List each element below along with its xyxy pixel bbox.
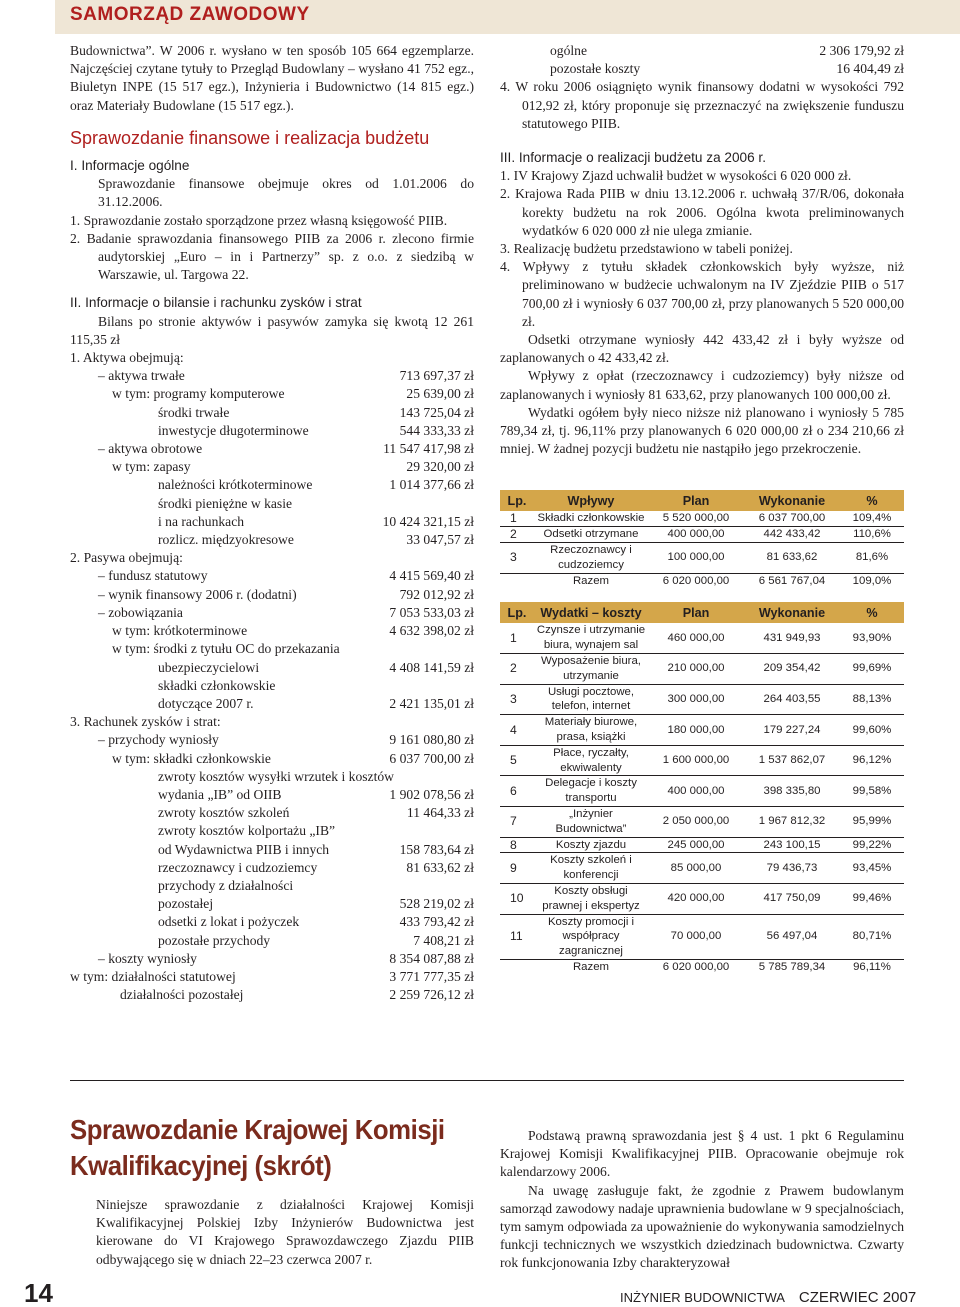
table-cell: 81 633,62 [744, 543, 840, 574]
commission-title-line-2: Kwalifikacyjnej (skrót) [70, 1150, 332, 1181]
financial-line [70, 677, 474, 695]
line-label: – aktywa obrotowe [98, 441, 203, 457]
income-table [500, 490, 904, 588]
table-row [500, 527, 904, 543]
table-header-cell: Lp. [500, 602, 534, 623]
line-amount [374, 640, 474, 658]
table-header-cell: Wydatki – koszty [534, 602, 648, 623]
table-header-cell: % [840, 602, 904, 623]
table-total-cell: 109,0% [852, 574, 892, 587]
table-row [500, 807, 904, 838]
line-label: i na rachunkach [158, 513, 245, 529]
financial-line [70, 458, 474, 476]
table-cell: 96,12% [840, 745, 904, 776]
line-label: – zobowiązania [98, 604, 183, 620]
table-cell: 99,60% [840, 715, 904, 746]
table-cell: 3 [500, 684, 534, 715]
financial-line [70, 822, 474, 840]
commission-legal-basis: Podstawą prawną sprawozdania jest § 4 ust. 1 pkt 6 Regulaminu Krajowej Komisji Kwalifikacyjnej PIIB. Opracowanie obejmuje rok kalendarzowy 2006. [500, 1128, 904, 1180]
table-cell: 81,6% [840, 543, 904, 574]
table-cell: 100 000,00 [648, 543, 744, 574]
table-row [500, 837, 904, 853]
page-number: 14 [24, 1278, 53, 1307]
line-amount: 713 697,37 zł [399, 368, 474, 384]
line-label: odsetki z lokat i pożyczek [158, 914, 300, 930]
commission-intro: Niniejsze sprawozdanie z działalności Krajowej Komisji Kwalifikacyjnej Polskiej Izby Inżynierów Budownictwa jest kierowane do VI Krajowego Sprawozdawczego Zjazdu PIIB odbywającego się w dniach 22–23 czerwca 2007 r. [96, 1197, 474, 1267]
table-cell: Koszty obsługi prawnej i ekspertyz [534, 884, 648, 915]
table-cell: 300 000,00 [648, 684, 744, 715]
budget-heading: III. Informacje o realizacji budżetu za 2006 r. [500, 150, 766, 166]
fees-paragraph: Wpływy z opłat (rzeczoznawcy i cudzoziemcy) były niższe od zaplanowanych i wyniosły 81 633,62, przy planowanych 100 000,00 zł. [500, 368, 904, 402]
liabilities-list [70, 567, 474, 713]
table-cell: 93,90% [840, 623, 904, 653]
table-cell: „Inżynier Budownictwa” [534, 807, 648, 838]
line-label: ogólne [550, 43, 587, 58]
table-cell: 1 537 862,07 [744, 745, 840, 776]
table-header-cell: Plan [648, 490, 744, 511]
table-cell: 7 [500, 807, 534, 838]
table-row [500, 684, 904, 715]
line-amount: 81 633,62 zł [406, 859, 474, 875]
income-statement-list [70, 731, 474, 1004]
assets-list [70, 367, 474, 549]
line-label: – aktywa trwałe [98, 368, 185, 384]
line-amount: 25 639,00 zł [406, 386, 474, 402]
table-cell: 99,22% [840, 837, 904, 853]
table-cell: 2 050 000,00 [648, 807, 744, 838]
section-title: SAMORZĄD ZAWODOWY [70, 4, 310, 25]
table-cell: 79 436,73 [744, 853, 840, 884]
interest-paragraph: Odsetki otrzymane wyniosły 442 433,42 zł i były wyższe od zaplanowanych o 42 433,42 zł. [500, 332, 904, 366]
table-cell: 4 [500, 715, 534, 746]
table-cell: Czynsze i utrzymanie biura, wynajem sal [534, 623, 648, 653]
line-amount: 8 354 087,88 zł [389, 950, 474, 966]
line-amount: 2 259 726,12 zł [389, 987, 474, 1003]
expenses-paragraph: Wydatki ogółem były nieco niższe niż planowano i wyniosły 5 785 789,34 zł, tj. 96,11% przy planowanych 6 020 000,00 zł o 234 210,66 zł mniej. W żadnej pozycji budżetu nie nastąpiło jego przekroczenie. [500, 404, 904, 457]
table-header-cell: Lp. [500, 490, 534, 511]
left-column [70, 42, 474, 1004]
table-cell: 9 [500, 853, 534, 884]
financial-line [70, 786, 474, 804]
financial-line [70, 695, 474, 713]
balance-text: Bilans po stronie aktywów i pasywów zamyka się kwotą 12 261 115,35 zł [70, 313, 474, 347]
financial-line [70, 422, 474, 440]
commission-right-text [500, 1127, 904, 1273]
financial-line [70, 495, 474, 513]
financial-line [70, 804, 474, 822]
line-amount [394, 768, 494, 786]
table-cell: 3 [500, 543, 534, 574]
table-cell: 400 000,00 [648, 527, 744, 543]
table-cell: Koszty promocji i współpracy zagranicznej [534, 914, 648, 959]
line-amount: 11 547 417,98 zł [383, 441, 474, 457]
table-cell: 5 520 000,00 [648, 511, 744, 526]
table-cell: 264 403,55 [744, 684, 840, 715]
line-amount: 2 306 179,92 zł [819, 43, 904, 58]
table-cell: 431 949,93 [744, 623, 840, 653]
line-label: w tym: działalności statutowej [70, 968, 236, 984]
line-label: w tym: składki członkowskie [112, 750, 271, 766]
costs-continued-list [500, 42, 904, 78]
table-header-row [500, 490, 904, 511]
line-label: ubezpieczycielowi [158, 659, 260, 675]
budget-item: 1. IV Krajowy Zjazd uchwalił budżet w wysokości 6 020 000 zł. [500, 168, 852, 184]
table-cell: 110,6% [840, 527, 904, 543]
line-label: w tym: zapasy [112, 459, 191, 475]
line-label: pozostałe koszty [550, 61, 641, 77]
table-row [500, 511, 904, 526]
table-cell: 95,99% [840, 807, 904, 838]
financial-line [70, 750, 474, 768]
line-label: od Wydawnictwa PIIB i innych [158, 841, 330, 857]
right-column [500, 42, 904, 975]
table-cell: 1 967 812,32 [744, 807, 840, 838]
commission-title-line-1: Sprawozdanie Krajowej Komisji [70, 1114, 445, 1145]
budget-item: 2. Krajowa Rada PIIB w dniu 13.12.2006 r. uchwałą 37/R/06, dokonała korekty budżetu na rok 2006. Ogólna kwota preliminowanych wydatków 6 020 000 zł nie ulega zmianie. [500, 186, 904, 238]
budget-item: 3. Realizację budżetu przedstawiono w tabeli poniżej. [500, 241, 793, 257]
header-accent [0, 0, 55, 34]
table-cell: 6 037 700,00 [744, 511, 840, 526]
line-amount: 4 415 569,40 zł [389, 568, 474, 584]
financial-line [70, 950, 474, 968]
budget-item: 4. Wpływy z tytułu składek członkowskich były wyższe, niż preliminowano w budżecie uchwalonym na IV Zjeździe PIIB o 517 700,00 zł i wyniosły 6 037 700,00 zł, przy planowanych 5 520 000,00 zł. [500, 259, 904, 329]
table-cell: 5 [500, 745, 534, 776]
line-label: inwestycje długoterminowe [158, 422, 309, 438]
line-label: rozlicz. międzyokresowe [158, 532, 294, 548]
financial-line [500, 42, 904, 60]
table-cell: 210 000,00 [648, 654, 744, 685]
table-total-cell: 96,11% [853, 960, 891, 973]
table-row [500, 715, 904, 746]
line-amount: 143 725,04 zł [399, 404, 474, 420]
line-label: działalności pozostałej [120, 987, 244, 1003]
commission-report-title [70, 1112, 445, 1184]
table-cell [500, 959, 534, 974]
general-info-text: Sprawozdanie finansowe obejmuje okres od 1.01.2006 do 31.12.2006. [98, 176, 474, 210]
table-row [500, 914, 904, 959]
table-cell: 1 [500, 511, 534, 526]
financial-line [70, 440, 474, 458]
table-cell: 417 750,09 [744, 884, 840, 915]
table-header-cell: Wpływy [534, 490, 648, 511]
line-label: zwroty kosztów szkoleń [158, 805, 290, 821]
table-row [500, 776, 904, 807]
table-cell: 8 [500, 837, 534, 853]
table-cell: 243 100,15 [744, 837, 840, 853]
table-cell: 10 [500, 884, 534, 915]
table-cell: 6 [500, 776, 534, 807]
table-total-row [500, 959, 904, 974]
line-amount: 33 047,57 zł [406, 532, 474, 548]
table-total-cell: Razem [572, 574, 610, 587]
table-cell: 400 000,00 [648, 776, 744, 807]
line-amount: 433 793,42 zł [399, 914, 474, 930]
financial-line [70, 567, 474, 585]
table-cell: Usługi pocztowe, telefon, internet [534, 684, 648, 715]
line-label: dotyczące 2007 r. [158, 695, 254, 711]
intro-paragraph: Budownictwa”. W 2006 r. wysłano w ten sposób 105 664 egzemplarze. Najczęściej czytane tytuły to Przegląd Budowlany – wysłano 41 752 egz., Biuletyn INPE (15 517 egz.), Inżynieria i Budownictwo (14 815 egz.) oraz Materiały Budowlane (15 517 egz.). [70, 43, 474, 113]
magazine-name: INŻYNIER BUDOWNICTWA [620, 1290, 785, 1305]
general-info-item-2: 2. Badanie sprawozdania finansowego PIIB za 2006 r. zlecono firmie audytorskiej „Euro – in i Partnerzy” sp. z o.o. z siedzibą w Warszawie, ul. Targowa 22. [70, 230, 474, 283]
table-cell: 1 600 000,00 [648, 745, 744, 776]
table-header-cell: % [840, 490, 904, 511]
line-amount: 544 333,33 zł [399, 422, 474, 438]
table-cell: 460 000,00 [648, 623, 744, 653]
table-cell: 80,71% [840, 914, 904, 959]
table-total-cell: 5 785 789,34 [758, 960, 826, 973]
financial-line [70, 932, 474, 950]
table-row [500, 884, 904, 915]
table-row [500, 623, 904, 653]
line-amount: 7 408,21 zł [413, 932, 474, 948]
line-label: wydania „IB” od OIIB [158, 786, 282, 802]
financial-line [70, 640, 474, 658]
budget-items [500, 167, 904, 331]
table-header-row [500, 602, 904, 623]
table-cell: 179 227,24 [744, 715, 840, 746]
table-total-cell: 6 020 000,00 [662, 960, 730, 973]
table-cell: Płace, ryczałty, ekwiwalenty [534, 745, 648, 776]
table-cell: 56 497,04 [744, 914, 840, 959]
table-total-row [500, 573, 904, 588]
table-cell: Odsetki otrzymane [534, 527, 648, 543]
table-cell: Delegacje i koszty transportu [534, 776, 648, 807]
line-label: pozostałej [158, 896, 214, 912]
financial-line [70, 913, 474, 931]
financial-line [70, 841, 474, 859]
financial-line [70, 404, 474, 422]
table-header-cell: Wykonanie [744, 602, 840, 623]
financial-line [70, 476, 474, 494]
table-total-cell: Razem [572, 960, 610, 973]
financial-line [70, 968, 474, 986]
line-label: środki trwałe [158, 404, 230, 420]
line-amount: 158 783,64 zł [399, 841, 474, 857]
line-amount [374, 877, 474, 895]
line-label: rzeczoznawcy i cudzoziemcy [158, 859, 318, 875]
result-paragraph: 4. W roku 2006 osiągnięto wynik finansowy dodatni w wysokości 792 012,92 zł, który proponuje się przeznaczyć na zwiększenie funduszu statutowego PIIB. [500, 79, 904, 131]
line-amount: 7 053 533,03 zł [389, 604, 474, 620]
table-cell: 1 [500, 623, 534, 653]
line-amount: 2 421 135,01 zł [389, 695, 474, 711]
line-amount: 4 632 398,02 zł [389, 623, 474, 639]
table-row [500, 654, 904, 685]
table-cell: 85 000,00 [648, 853, 744, 884]
general-info-heading: I. Informacje ogólne [70, 158, 190, 174]
section-divider [70, 1080, 904, 1081]
line-label: zwroty kosztów wysyłki wrzutek i kosztów [158, 768, 394, 784]
line-amount: 9 161 080,80 zł [389, 732, 474, 748]
line-amount: 10 424 321,15 zł [382, 513, 474, 529]
line-label: pozostałe przychody [158, 932, 271, 948]
table-cell: 88,13% [840, 684, 904, 715]
table-header-cell: Wykonanie [744, 490, 840, 511]
line-label: – fundusz statutowy [98, 568, 208, 584]
financial-line [70, 768, 474, 786]
table-cell: 11 [500, 914, 534, 959]
line-amount: 29 320,00 zł [406, 459, 474, 475]
line-label: w tym: krótkoterminowe [112, 623, 248, 639]
line-label: w tym: środki z tytułu OC do przekazania [112, 641, 340, 657]
line-label: środki pieniężne w kasie [158, 495, 293, 511]
table-cell: 180 000,00 [648, 715, 744, 746]
assets-heading: 1. Aktywa obejmują: [70, 350, 184, 366]
line-amount: 792 012,92 zł [399, 586, 474, 602]
line-amount [374, 677, 474, 695]
income-statement-heading: 3. Rachunek zysków i strat: [70, 714, 221, 730]
financial-line [70, 859, 474, 877]
financial-line [70, 877, 474, 895]
magazine-footer [620, 1290, 916, 1306]
table-cell [500, 573, 534, 588]
table-cell: 99,69% [840, 654, 904, 685]
line-label: w tym: programy komputerowe [112, 386, 285, 402]
table-cell: 442 433,42 [744, 527, 840, 543]
table-cell: 99,46% [840, 884, 904, 915]
issue-date: CZERWIEC 2007 [798, 1289, 917, 1306]
table-cell: 93,45% [840, 853, 904, 884]
line-label: składki członkowskie [158, 677, 276, 693]
table-cell: Koszty zjazdu [534, 837, 648, 853]
table-cell: 109,4% [840, 511, 904, 526]
commission-note: Na uwagę zasługuje fakt, że zgodnie z Prawem budowlanym samorząd zawodowy nadaje uprawnienia budowlane w 9 specjalnościach, tym samym odpowiada za upoważnienie do wykonywania samodzielnych funkcji technicznych we wszystkich dziedzinach budownictwa. Czwarty rok funkcjonowania Izby charakteryzował [500, 1182, 904, 1271]
line-label: przychody z działalności [158, 877, 294, 893]
table-cell: 99,58% [840, 776, 904, 807]
financial-line [70, 513, 474, 531]
line-amount: 6 037 700,00 zł [389, 750, 474, 766]
table-row [500, 543, 904, 574]
table-header-cell: Plan [648, 602, 744, 623]
line-amount [374, 495, 474, 513]
line-amount: 1 902 078,56 zł [389, 786, 474, 802]
financial-line [70, 895, 474, 913]
table-cell: 420 000,00 [648, 884, 744, 915]
table-row [500, 853, 904, 884]
table-cell: Rzeczoznawcy i cudzoziemcy [534, 543, 648, 574]
table-row [500, 745, 904, 776]
financial-report-heading: Sprawozdanie finansowe i realizacja budżetu [70, 127, 430, 148]
table-cell: 245 000,00 [648, 837, 744, 853]
line-amount: 3 771 777,35 zł [389, 968, 474, 984]
line-amount: 16 404,49 zł [836, 61, 904, 77]
financial-line [500, 60, 904, 78]
table-cell: 2 [500, 527, 534, 543]
financial-line [70, 986, 474, 1004]
financial-line [70, 659, 474, 677]
line-label: – wynik finansowy 2006 r. (dodatni) [98, 586, 297, 602]
general-info-item-1: 1. Sprawozdanie zostało sporządzone przez własną księgowość PIIB. [70, 212, 448, 228]
line-amount: 528 219,02 zł [399, 896, 474, 912]
line-label: – przychody wyniosły [98, 732, 219, 748]
balance-heading: II. Informacje o bilansie i rachunku zysków i strat [70, 295, 362, 311]
line-label: – koszty wyniosły [98, 950, 197, 966]
line-amount [374, 822, 474, 840]
financial-line [70, 531, 474, 549]
table-cell: Wyposażenie biura, utrzymanie [534, 654, 648, 685]
financial-line [70, 586, 474, 604]
table-cell: Materiały biurowe, prasa, książki [534, 715, 648, 746]
expenses-table [500, 602, 904, 974]
table-cell: Składki członkowskie [534, 511, 648, 526]
financial-line [70, 604, 474, 622]
table-cell: 209 354,42 [744, 654, 840, 685]
financial-line [70, 731, 474, 749]
liabilities-heading: 2. Pasywa obejmują: [70, 550, 183, 566]
line-label: należności krótkoterminowe [158, 477, 313, 493]
table-cell: 70 000,00 [648, 914, 744, 959]
financial-line [70, 367, 474, 385]
table-cell: 398 335,80 [744, 776, 840, 807]
line-amount: 11 464,33 zł [406, 805, 474, 821]
table-total-cell: 6 561 767,04 [758, 574, 826, 587]
line-label: zwroty kosztów kolportażu „IB” [158, 823, 336, 839]
line-amount: 1 014 377,66 zł [389, 477, 474, 493]
financial-line [70, 385, 474, 403]
table-total-cell: 6 020 000,00 [662, 574, 730, 587]
line-amount: 4 408 141,59 zł [389, 659, 474, 675]
table-cell: Koszty szkoleń i konferencji [534, 853, 648, 884]
table-cell: 2 [500, 654, 534, 685]
financial-line [70, 622, 474, 640]
